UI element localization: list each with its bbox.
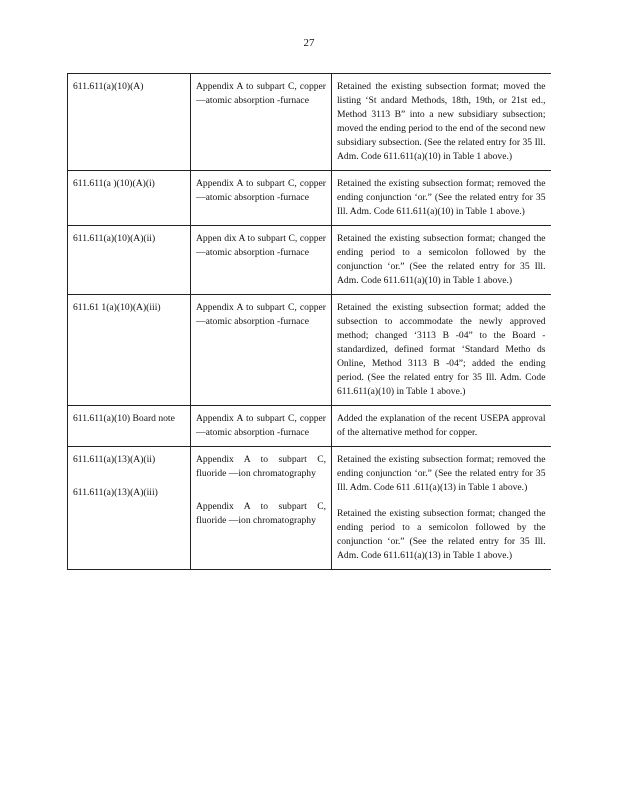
section-cell: 611.611(a)(10)(A): [68, 74, 191, 171]
table-row: [68, 295, 551, 406]
source-cell: Appen dix A to subpart C, copper —atomic absorption -furnace: [191, 226, 332, 295]
table-row: [68, 406, 551, 447]
amendments-table: [67, 73, 551, 570]
source-entry: Appendix A to subpart C, fluoride —ion chromatography: [196, 454, 326, 479]
source-cell: [191, 447, 332, 570]
section-cell: 611.611(a )(10)(A)(i): [68, 171, 191, 226]
section-entry: 611.611(a)(13)(A)(ii): [73, 454, 156, 465]
table-row-combined: [68, 447, 551, 570]
source-entry: Appendix A to subpart C, fluoride —ion chromatography: [196, 501, 326, 526]
action-cell: Retained the existing subsection format; changed the ending period to a semicolon followed by the conjunction ‘or.” (See the related entry for 35 Ill. Adm. Code 611.611(a)(10) in Table 1 above.): [332, 226, 551, 295]
table-row: [68, 226, 551, 295]
source-cell: Appendix A to subpart C, copper —atomic absorption -furnace: [191, 171, 332, 226]
action-cell: Retained the existing subsection format; added the subsection to accommodate the newly approved method; changed ‘3113 B -04” to the Board -standardized, defined format ‘Standard Metho ds Online, Method 3113 B -04”; added the ending period. (See the related entry for 35 Ill. Adm. Code 611.611(a)(10) in Table 1 above.): [332, 295, 551, 406]
action-cell: [332, 447, 551, 570]
action-entry: Retained the existing subsection format; changed the ending period to a semicolon followed by the conjunction ‘or.” (See the related entry for 35 Ill. Adm. Code 611.611(a)(13) in Table 1 above.): [337, 508, 546, 561]
section-entry: 611.611(a)(13)(A)(iii): [73, 487, 158, 498]
section-cell: 611.611(a)(10) Board note: [68, 406, 191, 447]
action-cell: Added the explanation of the recent USEPA approval of the alternative method for copper.: [332, 406, 551, 447]
action-cell: Retained the existing subsection format; moved the listing ‘St andard Methods, 18th, 19th, or 21st ed., Method 3113 B” into a new subsidiary subsection; moved the ending period to the end of the second new subsidiary subsection. (See the related entry for 35 Ill. Adm. Code 611.611(a)(10) in Table 1 above.): [332, 74, 551, 171]
source-cell: Appendix A to subpart C, copper —atomic absorption -furnace: [191, 406, 332, 447]
section-cell: [68, 447, 191, 570]
table-row: [68, 171, 551, 226]
source-cell: Appendix A to subpart C, copper —atomic absorption -furnace: [191, 295, 332, 406]
action-cell: Retained the existing subsection format; removed the ending conjunction ‘or.” (See the related entry for 35 Ill. Adm. Code 611.611(a)(10) in Table 1 above.): [332, 171, 551, 226]
source-cell: Appendix A to subpart C, copper —atomic absorption -furnace: [191, 74, 332, 171]
action-entry: Retained the existing subsection format; removed the ending conjunction ‘or.” (See the related entry for 35 Ill. Adm. Code 611 .611(a)(13) in Table 1 above.): [337, 454, 546, 493]
table-row: [68, 74, 551, 171]
section-cell: 611.61 1(a)(10)(A)(iii): [68, 295, 191, 406]
page-number: 27: [303, 37, 315, 49]
section-cell: 611.611(a)(10)(A)(ii): [68, 226, 191, 295]
